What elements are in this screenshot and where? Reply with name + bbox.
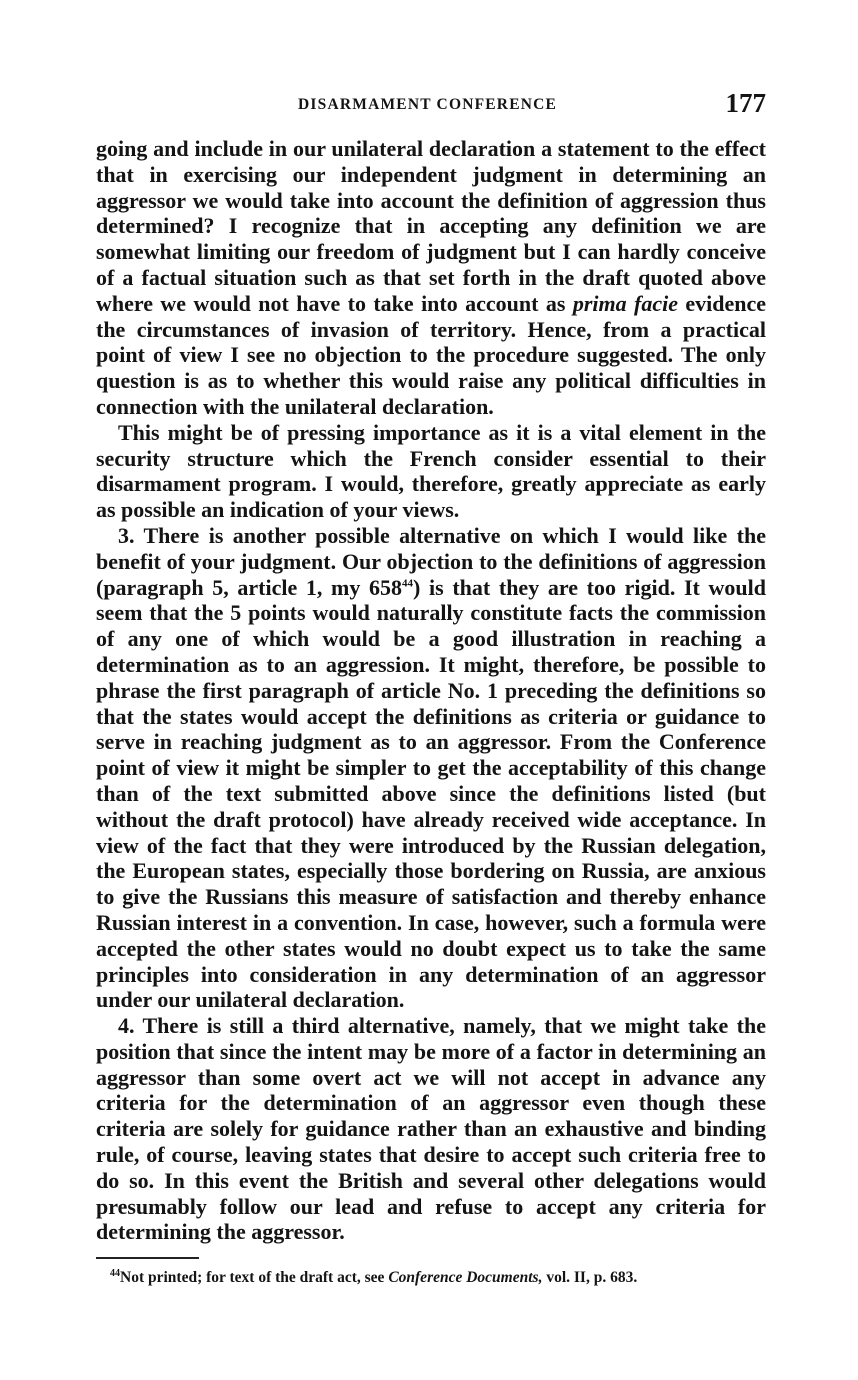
paragraph-3-start: 3. There is another possible alternative on which I would like the benefit of your judgment. Our objection to the definitions of aggression (paragraph 5, article 1, my 658 [96,522,766,600]
footnote-divider [96,1257,199,1259]
running-head [96,88,766,124]
running-title: DISARMAMENT CONFERENCE [298,96,558,113]
footnote-italic: Conference Documents, [388,1269,543,1287]
paragraph-1-italic: prima facie [572,290,678,316]
footnote-text-end: vol. II, p. 683. [546,1269,638,1287]
footnote [96,1269,766,1286]
footnote-text-start: Not printed; for text of the draft act, see [120,1269,385,1287]
footnote-reference[interactable]: 44 [402,577,414,590]
footnote-mark: 44 [110,1268,120,1280]
document-page [96,88,766,1302]
paragraph-3 [96,523,766,1013]
page-number: 177 [725,88,766,118]
paragraph-1-end: evidence the circumstances of invasion of territory. Hence, from a practical point of view I see no objection to the procedure suggested. The only question is as to whether this would raise any political difficulties in connection with the unilateral declaration. [96,290,767,419]
paragraph-1-text: going and include in our unilateral declaration a statement to the effect that in exercising our independent judgment in determining an aggressor we would take into account the definition of aggression thus determined? I recognize that in accepting any definition we are somewhat limiting our freedom of judgment but I can hardly conceive of a factual situation such as that set forth in the draft quoted above where we would not have to take into account as [96,136,766,316]
paragraph-2: This might be of pressing importance as it is a vital element in the security structure which the French consider essential to their disarmament program. I would, therefore, greatly appreciate as early as possible an indication of your views. [96,419,766,523]
body-text [96,136,766,1245]
paragraph-4: 4. There is still a third alternative, namely, that we might take the position that since the intent may be more of a factor in determining an aggressor than some overt act we will not accept in advance any criteria for the determination of an aggressor even though these criteria are solely for guidance rather than an exhaustive and binding rule, of course, leaving states that desire to accept such criteria free to do so. In this event the British and several other delegations would presumably follow our lead and refuse to accept any criteria for determining the aggressor. [96,1013,766,1245]
paragraph-3-end: ) is that they are too rigid. It would seem that the 5 points would naturally constitute facts the commission of any one of which would be a good illustration in reaching a determination as to an aggression. It might, therefore, be possible to phrase the first paragraph of article No. 1 preceding the definitions so that the states would accept the definitions as criteria or guidance to serve in reaching judgment as to an aggressor. From the Conference point of view it might be simpler to get the acceptability of this change than of the text submitted above since the definitions listed (but without the draft protocol) have already received wide acceptance. In view of the fact that they were introduced by the Russian delegation, the European states, especially those bordering on Russia, are anxious to give the Russians this measure of satisfaction and thereby enhance Russian interest in a convention. In case, however, such a formula were accepted the other states would no doubt expect us to take the same principles into consideration in any determination of an aggressor under our unilateral declaration. [96,574,767,1013]
paragraph-1 [96,136,766,420]
